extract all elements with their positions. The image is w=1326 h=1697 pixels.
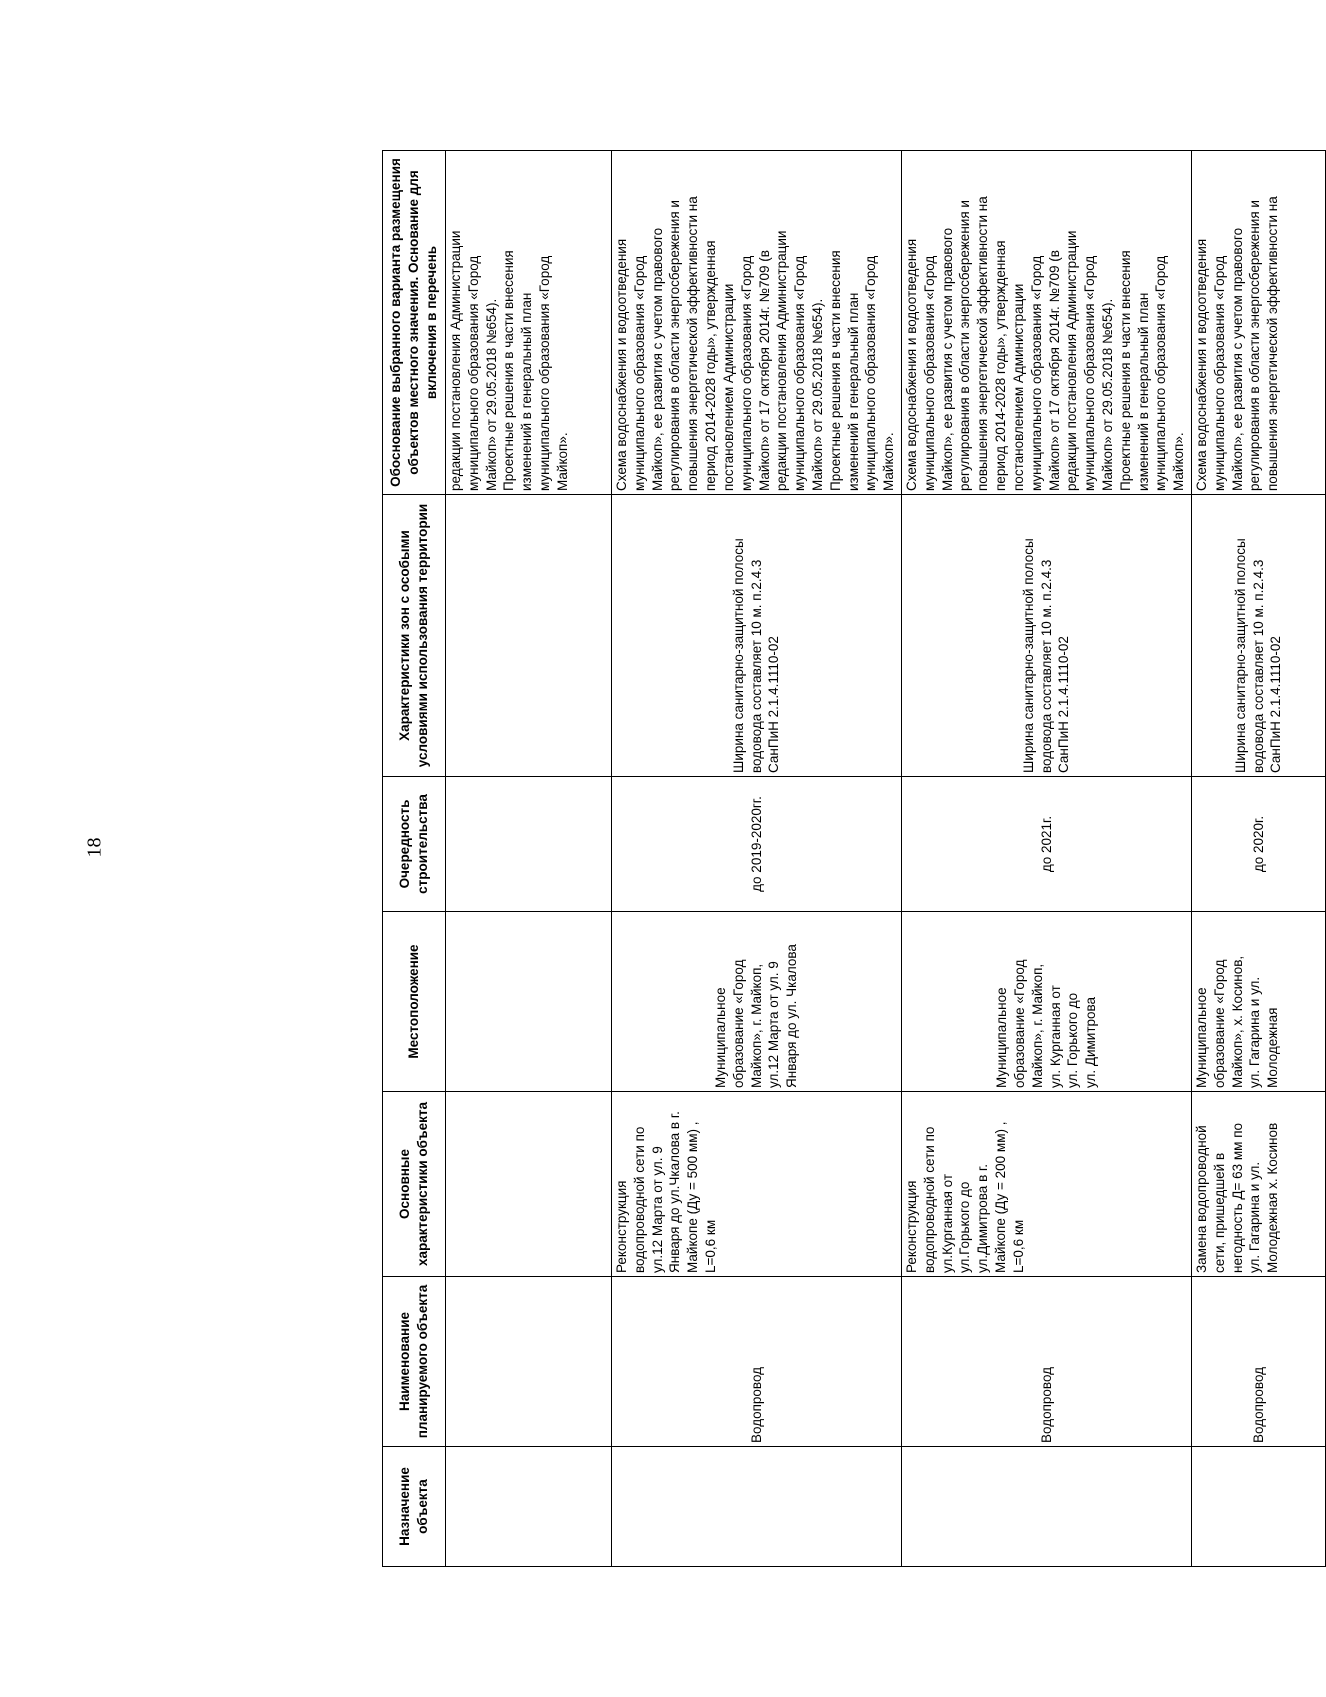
cell-justification: Схема водоснабжения и водоотведения муниципального образования «Город Майкоп», ее развития с учетом правового регулирования в области энергосбережения и повышения энергетической эффективности на период 2014-2028 годы», утвержденная постановлением Администрации муниципального образования «Город Майкоп» от 17 октября 2014г. №709 (в редакции постановления Администрации муниципального образования «Город Майкоп» от 29.05.2018 №654). Проектные решения в части внесения изменений в генеральный план муниципального образования «Город Майкоп». [902,151,1192,495]
cell-zones: Ширина санитарно-защитной полосы водовода составляет 10 м. п.2.4.3 СанПиН 2.1.4.1110-02 [1192,495,1326,777]
header-stage: Очередность строительства [383,777,446,912]
cell-justification: редакции постановления Администрации муниципального образования «Город Майкоп» от 29.05.2018 №654). Проектные решения в части внесения изменений в генеральный план муниципального образования «Город Майкоп». [446,151,612,495]
cell-location: Муниципальное образование «Город Майкоп», г. Майкоп, ул. Курганная от ул. Горького до ул. Димитрова [902,912,1192,1092]
table-row [1192,151,1326,1567]
header-purpose: Назначение объекта [383,1447,446,1567]
cell-purpose [902,1447,1192,1567]
table-row [446,151,612,1567]
header-justification: Обоснование выбранного варианта размещения объектов местного значения. Основание для включения в перечень [383,151,446,495]
objects-table [382,150,1326,1567]
header-name: Наименование планируемого объекта [383,1277,446,1447]
cell-justification: Схема водоснабжения и водоотведения муниципального образования «Город Майкоп», ее развития с учетом правового регулирования в области энергосбережения и повышения энергетической эффективности на период 2014-2028 годы», утвержденная постановлением Администрации муниципального образования «Город Майкоп» от 17 октября 2014г. №709 (в редакции постановления Администрации муниципального образования «Город Майкоп» от 29.05.2018 №654). Проектные решения в части внесения изменений в генеральный план муниципального образования «Город Майкоп». [612,151,902,495]
cell-zones [446,495,612,777]
cell-name: Водопровод [612,1277,902,1447]
cell-location [446,912,612,1092]
cell-stage: до 2021г. [902,777,1192,912]
table-row [902,151,1192,1567]
header-characteristics: Основные характеристики объекта [383,1092,446,1277]
page-number: 18 [83,837,106,858]
cell-name [446,1277,612,1447]
cell-characteristics: Реконструкция водопроводной сети по ул.Курганная от ул.Горького до ул.Димитрова в г. Майкопе (Ду = 200 мм) , L=0,6 км [902,1092,1192,1277]
cell-stage [446,777,612,912]
header-zones: Характеристики зон с особыми условиями использования территории [383,495,446,777]
cell-purpose [612,1447,902,1567]
header-location: Местоположение [383,912,446,1092]
cell-zones: Ширина санитарно-защитной полосы водовода составляет 10 м. п.2.4.3 СанПиН 2.1.4.1110-02 [902,495,1192,777]
cell-purpose [446,1447,612,1567]
cell-justification: Схема водоснабжения и водоотведения муниципального образования «Город Майкоп», ее развития с учетом правового регулирования в области энергосбережения и повышения энергетической эффективности на [1192,151,1326,495]
cell-characteristics: Реконструкция водопроводной сети по ул.12 Марта от ул. 9 Января до ул.Чкалова в г. Майкопе (Ду = 500 мм) , L=0,6 км [612,1092,902,1277]
cell-characteristics [446,1092,612,1277]
cell-purpose [1192,1447,1326,1567]
cell-location: Муниципальное образование «Город Майкоп», г. Майкоп, ул.12 Марта от ул. 9 Января до ул. Чкалова [612,912,902,1092]
cell-characteristics: Замена водопроводной сети, пришедшей в негодность Д= 63 мм по ул. Гагарина и ул. Молодежная х. Косинов [1192,1092,1326,1277]
cell-location: Муниципальное образование «Город Майкоп», х. Косинов, ул. Гагарина и ул. Молодежная [1192,912,1326,1092]
cell-zones: Ширина санитарно-защитной полосы водовода составляет 10 м. п.2.4.3 СанПиН 2.1.4.1110-02 [612,495,902,777]
table-row [612,151,902,1567]
cell-name: Водопровод [1192,1277,1326,1447]
cell-stage: до 2019-2020гг. [612,777,902,912]
table-header-row [383,151,446,1567]
cell-name: Водопровод [902,1277,1192,1447]
rotated-table-sheet [382,151,1318,1567]
cell-stage: до 2020г. [1192,777,1326,912]
